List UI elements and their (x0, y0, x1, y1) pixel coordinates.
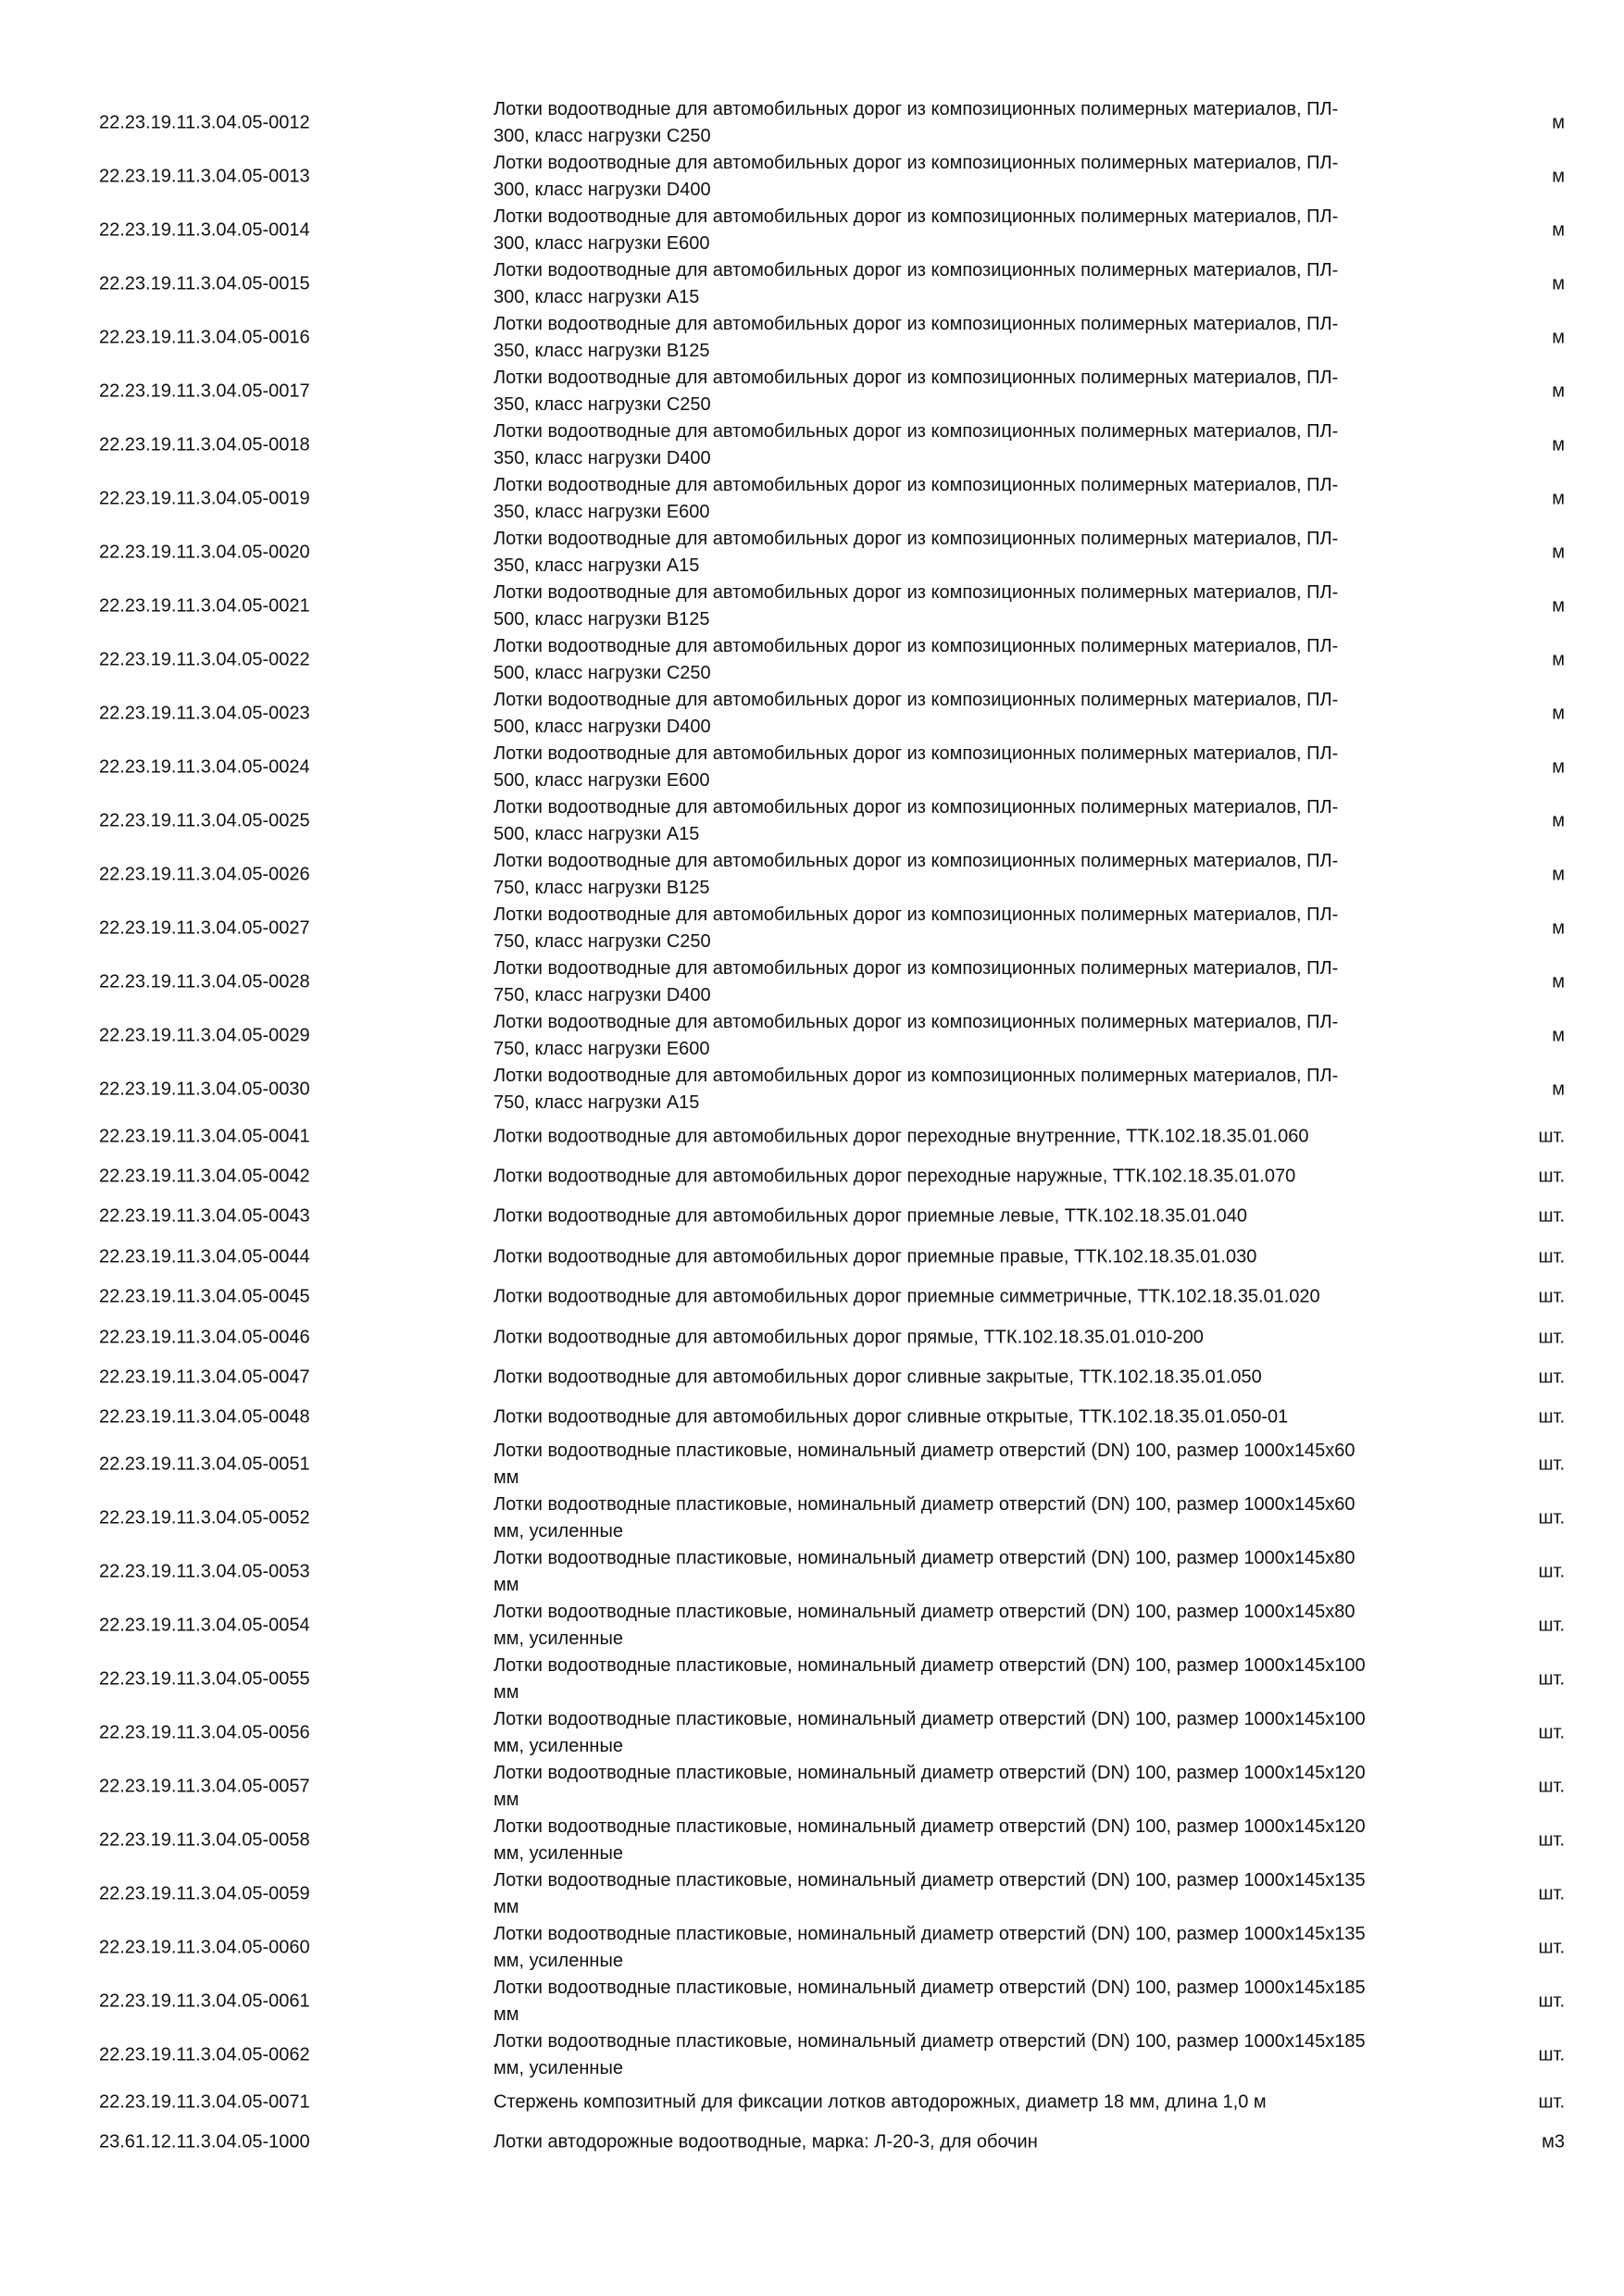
row-code: 23.61.12.11.3.04.05-1000 (99, 2131, 310, 2152)
row-code: 22.23.19.11.3.04.05-0012 (99, 112, 310, 133)
row-description-line: Лотки автодорожные водоотводные, марка: Л-20-3, для обочин (493, 2131, 1038, 2152)
row-code: 22.23.19.11.3.04.05-0030 (99, 1079, 310, 1100)
row-unit: м (1552, 542, 1565, 563)
row-code: 22.23.19.11.3.04.05-0056 (99, 1722, 310, 1743)
row-code: 22.23.19.11.3.04.05-0013 (99, 166, 310, 187)
row-description-line: Лотки водоотводные для автомобильных дорог переходные внутренние, ТТК.102.18.35.01.060 (493, 1126, 1309, 1147)
table-row (0, 526, 1624, 580)
row-description (493, 1814, 1456, 1867)
table-row (0, 741, 1624, 794)
row-description-line: Лотки водоотводные пластиковые, номинальный диаметр отверстий (DN) 100, размер 1000x145x100 (493, 1655, 1366, 1677)
row-description-line: Лотки водоотводные пластиковые, номинальный диаметр отверстий (DN) 100, размер 1000x145x120 (493, 1816, 1366, 1838)
row-description-line: 350, класс нагрузки E600 (493, 502, 710, 522)
table-row (0, 1814, 1624, 1867)
table-row (0, 1760, 1624, 1814)
row-description-line: Лотки водоотводные для автомобильных дорог из композиционных полимерных материалов, ПЛ- (493, 1066, 1339, 1086)
table-row (0, 848, 1624, 902)
table-row (0, 1706, 1624, 1760)
table-row (0, 580, 1624, 633)
row-description (493, 2028, 1456, 2082)
row-unit: шт. (1538, 1829, 1565, 1851)
row-description-line: 350, класс нагрузки B125 (493, 341, 710, 361)
row-description (493, 1599, 1456, 1653)
row-unit: м (1552, 381, 1565, 402)
row-description-line: Лотки водоотводные пластиковые, номинальный диаметр отверстий (DN) 100, размер 1000x145x185 (493, 1978, 1366, 1999)
row-code: 22.23.19.11.3.04.05-0047 (99, 1366, 310, 1388)
table-row (0, 2028, 1624, 2082)
row-unit: м (1552, 917, 1565, 939)
row-description (493, 2129, 1456, 2156)
row-description-line: мм, усиленные (493, 1951, 623, 1972)
table-row (0, 1237, 1624, 1277)
row-unit: шт. (1538, 1668, 1565, 1690)
row-unit: м (1552, 703, 1565, 724)
row-description (493, 1164, 1456, 1191)
row-unit: м (1552, 1079, 1565, 1100)
row-description-line: мм, усиленные (493, 2058, 623, 2079)
row-unit: м (1552, 488, 1565, 509)
row-description (493, 204, 1456, 257)
row-unit: шт. (1538, 1454, 1565, 1475)
table-row (0, 1653, 1624, 1706)
row-description (493, 1867, 1456, 1921)
row-description-line: Лотки водоотводные пластиковые, номинальный диаметр отверстий (DN) 100, размер 1000x145x80 (493, 1548, 1355, 1569)
row-code: 22.23.19.11.3.04.05-0059 (99, 1883, 310, 1904)
row-description-line: Лотки водоотводные для автомобильных дорог приемные левые, ТТК.102.18.35.01.040 (493, 1205, 1248, 1227)
row-code: 22.23.19.11.3.04.05-0024 (99, 756, 310, 778)
row-description-line: Лотки водоотводные для автомобильных дорог из композиционных полимерных материалов, ПЛ- (493, 582, 1339, 603)
row-description-line: 350, класс нагрузки D400 (493, 448, 711, 468)
row-code: 22.23.19.11.3.04.05-0053 (99, 1561, 310, 1582)
row-description-line: Лотки водоотводные для автомобильных дорог сливные открытые, ТТК.102.18.35.01.050-01 (493, 1406, 1289, 1428)
row-description-line: Лотки водоотводные для автомобильных дорог приемные правые, ТТК.102.18.35.01.030 (493, 1246, 1257, 1267)
row-description-line: Лотки водоотводные пластиковые, номинальный диаметр отверстий (DN) 100, размер 1000x145x135 (493, 1924, 1366, 1945)
row-description-line: Лотки водоотводные пластиковые, номинальный диаметр отверстий (DN) 100, размер 1000x145x185 (493, 2031, 1366, 2053)
row-description (493, 794, 1456, 848)
table-row (0, 204, 1624, 257)
row-unit: шт. (1538, 1776, 1565, 1797)
table-row (0, 1009, 1624, 1063)
row-description (493, 257, 1456, 311)
row-code: 22.23.19.11.3.04.05-0044 (99, 1246, 310, 1267)
row-code: 22.23.19.11.3.04.05-0054 (99, 1615, 310, 1636)
row-description-line: Лотки водоотводные для автомобильных дорог приемные симметричные, ТТК.102.18.35.01.020 (493, 1286, 1320, 1307)
row-description (493, 580, 1456, 633)
row-description-line: 500, класс нагрузки C250 (493, 663, 711, 683)
row-unit: м (1552, 273, 1565, 294)
table-row (0, 902, 1624, 955)
row-description-line: Лотки водоотводные пластиковые, номинальный диаметр отверстий (DN) 100, размер 1000x145x60 (493, 1494, 1355, 1516)
row-unit: м (1552, 810, 1565, 831)
row-description (493, 1324, 1456, 1351)
row-description-line: Лотки водоотводные для автомобильных дорог из композиционных полимерных материалов, ПЛ- (493, 851, 1339, 871)
row-code: 22.23.19.11.3.04.05-0051 (99, 1454, 310, 1475)
row-unit: шт. (1538, 2044, 1565, 2065)
row-code: 22.23.19.11.3.04.05-0060 (99, 1937, 310, 1958)
table-row (0, 1156, 1624, 1196)
row-code: 22.23.19.11.3.04.05-0014 (99, 219, 310, 241)
row-description (493, 472, 1456, 526)
row-description-line: Стержень композитный для фиксации лотков автодорожных, диаметр 18 мм, длина 1,0 м (493, 2091, 1267, 2113)
row-description (493, 526, 1456, 580)
row-description (493, 1653, 1456, 1706)
row-code: 22.23.19.11.3.04.05-0048 (99, 1406, 310, 1428)
table-row (0, 794, 1624, 848)
row-description-line: 750, класс нагрузки B125 (493, 878, 710, 898)
table-row (0, 1975, 1624, 2028)
row-unit: шт. (1538, 1327, 1565, 1348)
table-row (0, 1278, 1624, 1317)
row-description-line: 500, класс нагрузки D400 (493, 717, 711, 737)
table-row (0, 1357, 1624, 1397)
row-description-line: Лотки водоотводные для автомобильных дорог переходные наружные, ТТК.102.18.35.01.070 (493, 1166, 1296, 1187)
row-unit: м (1552, 434, 1565, 455)
row-code: 22.23.19.11.3.04.05-0021 (99, 595, 310, 617)
table-row (0, 1599, 1624, 1653)
row-unit: шт. (1538, 2091, 1565, 2113)
row-description-line: мм (493, 1575, 519, 1596)
row-description-line: мм, усиленные (493, 1736, 623, 1757)
row-description-line: мм, усиленные (493, 1628, 623, 1650)
row-description-line: Лотки водоотводные для автомобильных дорог из композиционных полимерных материалов, ПЛ- (493, 260, 1339, 281)
table-row (0, 418, 1624, 472)
row-unit: шт. (1538, 1205, 1565, 1227)
row-description (493, 1009, 1456, 1063)
row-description-line: Лотки водоотводные для автомобильных дорог из композиционных полимерных материалов, ПЛ- (493, 905, 1339, 925)
row-unit: шт. (1538, 1126, 1565, 1147)
row-description-line: мм (493, 1467, 519, 1489)
table-row (0, 1867, 1624, 1921)
row-description (493, 365, 1456, 418)
row-code: 22.23.19.11.3.04.05-0042 (99, 1166, 310, 1187)
row-unit: шт. (1538, 1561, 1565, 1582)
row-description-line: Лотки водоотводные для автомобильных дорог из композиционных полимерных материалов, ПЛ- (493, 99, 1339, 119)
table-row (0, 1317, 1624, 1357)
table-row (0, 633, 1624, 687)
row-description-line: Лотки водоотводные для автомобильных дорог из композиционных полимерных материалов, ПЛ- (493, 421, 1339, 442)
table-row (0, 365, 1624, 418)
row-unit: м (1552, 595, 1565, 617)
row-code: 22.23.19.11.3.04.05-0016 (99, 327, 310, 348)
row-description-line: 300, класс нагрузки D400 (493, 180, 711, 200)
row-description-line: 500, класс нагрузки B125 (493, 609, 710, 630)
row-code: 22.23.19.11.3.04.05-0058 (99, 1829, 310, 1851)
row-description-line: Лотки водоотводные для автомобильных дорог из композиционных полимерных материалов, ПЛ- (493, 797, 1339, 817)
table-row (0, 687, 1624, 741)
row-description (493, 311, 1456, 365)
table-row (0, 1197, 1624, 1237)
row-unit: шт. (1538, 1366, 1565, 1388)
row-description-line: Лотки водоотводные пластиковые, номинальный диаметр отверстий (DN) 100, размер 1000x145x80 (493, 1602, 1355, 1623)
row-description (493, 1365, 1456, 1391)
row-code: 22.23.19.11.3.04.05-0019 (99, 488, 310, 509)
row-description-line: Лотки водоотводные для автомобильных дорог из композиционных полимерных материалов, ПЛ- (493, 690, 1339, 710)
row-description-line: Лотки водоотводные для автомобильных дорог из композиционных полимерных материалов, ПЛ- (493, 1012, 1339, 1032)
document-table (0, 96, 1624, 2163)
row-description-line: Лотки водоотводные пластиковые, номинальный диаметр отверстий (DN) 100, размер 1000x145x100 (493, 1709, 1366, 1730)
row-description (493, 1404, 1456, 1431)
row-unit: м (1552, 756, 1565, 778)
row-description-line: 350, класс нагрузки C250 (493, 394, 711, 415)
row-description-line: Лотки водоотводные для автомобильных дорог прямые, ТТК.102.18.35.01.010-200 (493, 1327, 1204, 1348)
row-description-line: Лотки водоотводные для автомобильных дорог из композиционных полимерных материалов, ПЛ- (493, 743, 1339, 764)
row-description-line: Лотки водоотводные для автомобильных дорог из композиционных полимерных материалов, ПЛ- (493, 153, 1339, 173)
row-description (493, 1975, 1456, 2028)
row-description-line: Лотки водоотводные для автомобильных дорог из композиционных полимерных материалов, ПЛ- (493, 206, 1339, 227)
row-description (493, 687, 1456, 741)
row-unit: м (1552, 971, 1565, 992)
row-code: 22.23.19.11.3.04.05-0020 (99, 542, 310, 563)
row-description-line: 750, класс нагрузки A15 (493, 1092, 700, 1113)
row-unit: м (1552, 166, 1565, 187)
row-unit: шт. (1538, 1615, 1565, 1636)
row-code: 22.23.19.11.3.04.05-0061 (99, 1990, 310, 2012)
row-description (493, 1545, 1456, 1599)
row-description (493, 1204, 1456, 1230)
row-unit: шт. (1538, 1166, 1565, 1187)
table-row (0, 150, 1624, 204)
row-description-line: 300, класс нагрузки E600 (493, 233, 710, 254)
table-row (0, 96, 1624, 150)
row-description-line: Лотки водоотводные для автомобильных дорог из композиционных полимерных материалов, ПЛ- (493, 958, 1339, 979)
row-description (493, 1491, 1456, 1545)
row-description (493, 902, 1456, 955)
row-description (493, 96, 1456, 150)
row-code: 22.23.19.11.3.04.05-0028 (99, 971, 310, 992)
row-description (493, 848, 1456, 902)
row-description-line: мм (493, 1897, 519, 1918)
row-description (493, 1284, 1456, 1311)
row-description-line: мм (493, 2004, 519, 2026)
row-code: 22.23.19.11.3.04.05-0046 (99, 1327, 310, 1348)
row-description-line: 300, класс нагрузки C250 (493, 126, 711, 146)
row-code: 22.23.19.11.3.04.05-0017 (99, 381, 310, 402)
row-description-line: мм (493, 1682, 519, 1703)
row-description-line: 750, класс нагрузки C250 (493, 931, 711, 952)
row-description (493, 633, 1456, 687)
table-row (0, 257, 1624, 311)
row-code: 22.23.19.11.3.04.05-0022 (99, 649, 310, 670)
row-description-line: 750, класс нагрузки D400 (493, 985, 711, 1005)
table-row (0, 472, 1624, 526)
row-description-line: Лотки водоотводные для автомобильных дорог из композиционных полимерных материалов, ПЛ- (493, 529, 1339, 549)
row-code: 22.23.19.11.3.04.05-0018 (99, 434, 310, 455)
row-description-line: Лотки водоотводные пластиковые, номинальный диаметр отверстий (DN) 100, размер 1000x145x60 (493, 1441, 1355, 1462)
row-unit: шт. (1538, 1286, 1565, 1307)
row-description-line: мм (493, 1790, 519, 1811)
row-description-line: Лотки водоотводные для автомобильных дорог из композиционных полимерных материалов, ПЛ- (493, 314, 1339, 334)
row-description-line: Лотки водоотводные для автомобильных дорог из композиционных полимерных материалов, ПЛ- (493, 368, 1339, 388)
row-description (493, 1243, 1456, 1270)
table-row (0, 1063, 1624, 1117)
row-unit: м (1552, 864, 1565, 885)
row-unit: м (1552, 112, 1565, 133)
row-unit: шт. (1538, 1883, 1565, 1904)
row-description-line: 300, класс нагрузки A15 (493, 287, 700, 307)
row-unit: шт. (1538, 1937, 1565, 1958)
table-row (0, 311, 1624, 365)
row-code: 22.23.19.11.3.04.05-0026 (99, 864, 310, 885)
row-unit: шт. (1538, 1990, 1565, 2012)
table-row (0, 1921, 1624, 1975)
table-row (0, 1545, 1624, 1599)
row-description (493, 418, 1456, 472)
table-row (0, 1398, 1624, 1438)
row-unit: м3 (1542, 2131, 1565, 2152)
row-description-line: мм, усиленные (493, 1843, 623, 1865)
row-code: 22.23.19.11.3.04.05-0023 (99, 703, 310, 724)
row-code: 22.23.19.11.3.04.05-0027 (99, 917, 310, 939)
row-code: 22.23.19.11.3.04.05-0055 (99, 1668, 310, 1690)
row-description-line: 350, класс нагрузки A15 (493, 555, 700, 576)
row-unit: м (1552, 649, 1565, 670)
row-code: 22.23.19.11.3.04.05-0029 (99, 1025, 310, 1046)
row-description-line: Лотки водоотводные для автомобильных дорог из композиционных полимерных материалов, ПЛ- (493, 475, 1339, 495)
row-code: 22.23.19.11.3.04.05-0071 (99, 2091, 310, 2113)
row-code: 22.23.19.11.3.04.05-0041 (99, 1126, 310, 1147)
table-row (0, 1117, 1624, 1156)
row-description-line: Лотки водоотводные пластиковые, номинальный диаметр отверстий (DN) 100, размер 1000x145x135 (493, 1870, 1366, 1891)
row-unit: шт. (1538, 1722, 1565, 1743)
table-row (0, 1438, 1624, 1491)
row-description (493, 1438, 1456, 1491)
table-row (0, 1491, 1624, 1545)
row-description (493, 1123, 1456, 1150)
table-row (0, 2123, 1624, 2163)
row-code: 22.23.19.11.3.04.05-0043 (99, 1205, 310, 1227)
row-description-line: Лотки водоотводные для автомобильных дорог сливные закрытые, ТТК.102.18.35.01.050 (493, 1366, 1262, 1388)
row-description (493, 1760, 1456, 1814)
table-row (0, 2082, 1624, 2122)
row-description (493, 1706, 1456, 1760)
table-row (0, 955, 1624, 1009)
row-unit: м (1552, 1025, 1565, 1046)
row-description (493, 1063, 1456, 1117)
row-description-line: мм, усиленные (493, 1521, 623, 1542)
row-description (493, 741, 1456, 794)
row-unit: шт. (1538, 1406, 1565, 1428)
row-description-line: 750, класс нагрузки E600 (493, 1039, 710, 1059)
row-unit: шт. (1538, 1507, 1565, 1529)
row-unit: шт. (1538, 1246, 1565, 1267)
row-description (493, 955, 1456, 1009)
row-description (493, 150, 1456, 204)
row-description-line: Лотки водоотводные для автомобильных дорог из композиционных полимерных материалов, ПЛ- (493, 636, 1339, 656)
row-unit: м (1552, 327, 1565, 348)
row-description-line: 500, класс нагрузки E600 (493, 770, 710, 791)
row-unit: м (1552, 219, 1565, 241)
row-description (493, 1921, 1456, 1975)
row-code: 22.23.19.11.3.04.05-0052 (99, 1507, 310, 1529)
row-code: 22.23.19.11.3.04.05-0057 (99, 1776, 310, 1797)
row-code: 22.23.19.11.3.04.05-0025 (99, 810, 310, 831)
row-description-line: Лотки водоотводные пластиковые, номинальный диаметр отверстий (DN) 100, размер 1000x145x120 (493, 1763, 1366, 1784)
row-description-line: 500, класс нагрузки A15 (493, 824, 700, 844)
row-code: 22.23.19.11.3.04.05-0045 (99, 1286, 310, 1307)
row-description (493, 2089, 1456, 2115)
row-code: 22.23.19.11.3.04.05-0015 (99, 273, 310, 294)
row-code: 22.23.19.11.3.04.05-0062 (99, 2044, 310, 2065)
